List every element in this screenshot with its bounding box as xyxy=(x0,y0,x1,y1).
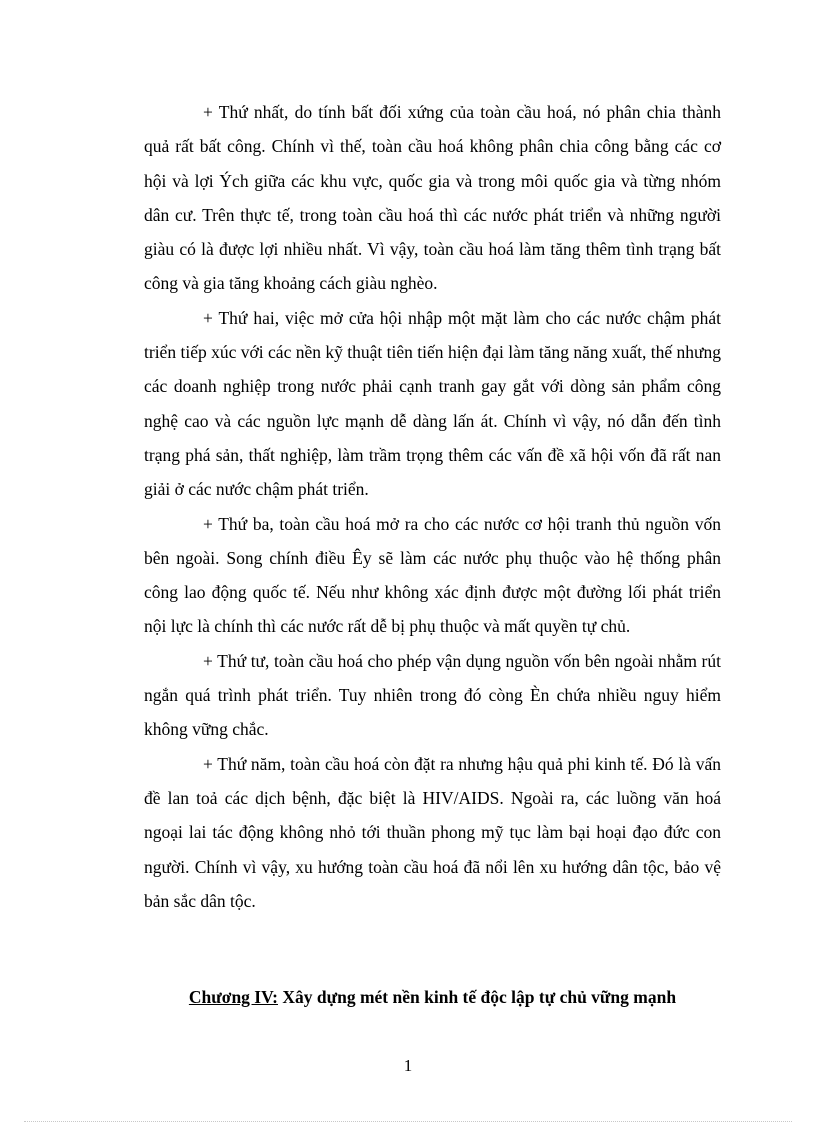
chapter-heading xyxy=(144,980,721,1014)
paragraph-fifth-consequence: + Thứ năm, toàn cầu hoá còn đặt ra nhưng hậu quả phi kinh tế. Đó là vấn đề lan toả các dịch bệnh, đặc biệt là HIV/AIDS. Ngoài ra, các luồng văn hoá ngoại lai tác động không nhỏ tới thuần phong mỹ tục làm bại hoại đạo đức con người. Chính vì vậy, xu hướng toàn cầu hoá đã nổi lên xu hướng dân tộc, bảo vệ bản sắc dân tộc. xyxy=(144,753,721,911)
page-number: 1 xyxy=(403,1056,413,1075)
document-body xyxy=(144,95,721,918)
chapter-label: Chương IV: xyxy=(188,987,278,1007)
paragraph-fourth-consequence: + Thứ tư, toàn cầu hoá cho phép vận dụng nguồn vốn bên ngoài nhằm rút ngắn quá trình phát triển. Tuy nhiên trong đó còng Èn chứa nhiều nguy hiểm không vững chắc. xyxy=(144,650,721,740)
paragraph-second-consequence: + Thứ hai, việc mở cửa hội nhập một mặt làm cho các nước chậm phát triển tiếp xúc với các nền kỹ thuật tiên tiến hiện đại làm tăng năng xuất, thế nhưng các doanh nghiệp trong nước phải cạnh tranh gay gắt với dòng sản phẩm công nghệ cao và các nguồn lực mạnh dễ dàng lấn át. Chính vì vậy, nó dẫn đến tình trạng phá sản, thất nghiệp, làm trầm trọng thêm các vấn đề xã hội vốn đã rất nan giải ở các nước chậm phát triển. xyxy=(144,307,721,500)
chapter-title: Xây dựng mét nền kinh tế độc lập tự chủ vững mạnh xyxy=(277,987,677,1007)
paragraph-third-consequence: + Thứ ba, toàn cầu hoá mở ra cho các nước cơ hội tranh thủ nguồn vốn bên ngoài. Song chính điều Êy sẽ làm các nước phụ thuộc vào hệ thống phân công lao động quốc tế. Nếu như không xác định được một đường lối phát triển nội lực là chính thì các nước rất dễ bị phụ thuộc và mất quyền tự chủ. xyxy=(144,513,721,637)
footer-dotted-rule xyxy=(24,1121,792,1122)
paragraph-first-consequence: + Thứ nhất, do tính bất đối xứng của toàn cầu hoá, nó phân chia thành quả rất bất công. Chính vì thế, toàn cầu hoá không phân chia công bằng các cơ hội và lợi Ých giữa các khu vực, quốc gia và trong môi quốc gia và từng nhóm dân cư. Trên thực tế, trong toàn cầu hoá thì các nước phát triển và những người giàu có là được lợi nhiều nhất. Vì vậy, toàn cầu hoá làm tăng thêm tình trạng bất công và gia tăng khoảng cách giàu nghèo. xyxy=(144,102,721,294)
